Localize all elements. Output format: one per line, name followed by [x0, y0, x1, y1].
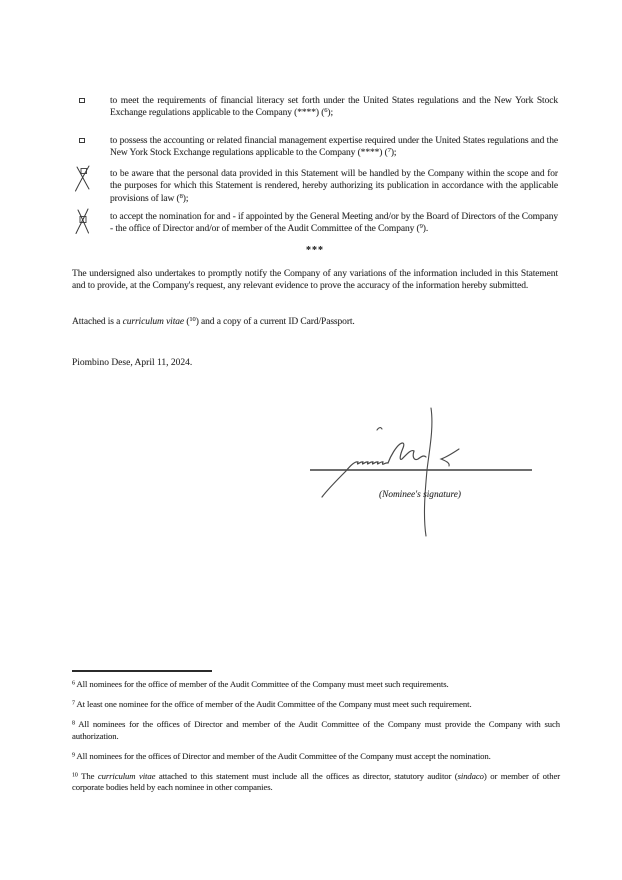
- checklist-item-accept-nomination: [72, 211, 558, 236]
- footnote-text-post: ) or member of other corporate bodies held by each nominee in other companies.: [72, 770, 560, 792]
- stars-separator: ***: [306, 245, 324, 256]
- signature-caption: (Nominee's signature): [379, 490, 461, 500]
- checkbox-x-mark-icon: [73, 165, 93, 192]
- checklist-item-financial-literacy: [72, 95, 558, 120]
- footnote-number: 6: [72, 680, 75, 687]
- item-text-body: to accept the nomination for and - if appointed by the General Meeting and/or by the Board of Directors of the Company - the office of Director and/or of member of the Audit Committee of the Company (: [110, 212, 558, 235]
- curriculum-vitae-italic: curriculum vitae: [97, 770, 156, 781]
- footnote-10: [72, 771, 560, 794]
- sindaco-italic: sindaco: [457, 770, 484, 781]
- footnote-text-mid: attached to this statement must include all the offices as director, statutory auditor (: [155, 770, 458, 781]
- attachment-mid: (: [184, 317, 190, 327]
- checklist-item-financial-expertise: [72, 135, 558, 160]
- footnote-text: All nominees for the offices of Director and member of the Audit Committee of the Company must accept the nomination.: [74, 750, 491, 761]
- checklist-item-personal-data: [72, 168, 558, 205]
- item-text-body: to possess the accounting or related financial management expertise required under the United States regulations and the New York Stock Exchange regulations applicable to the Company (****) (: [110, 136, 558, 159]
- checklist-item-text: [110, 168, 558, 205]
- signature-block: [300, 400, 540, 540]
- footnote-ref: 7: [387, 147, 391, 155]
- curriculum-vitae-italic: curriculum vitae: [122, 317, 185, 327]
- footnote-ref: 10: [189, 316, 196, 323]
- footnote-7: [72, 699, 560, 711]
- footnote-text: At least one nominee for the office of member of the Audit Committee of the Company must meet such requirement.: [74, 699, 472, 709]
- checkbox-x-mark-icon: [73, 208, 93, 235]
- item-text-body: to be aware that the personal data provided in this Statement will be handled by the Company within the scope and for the purposes for which this Statement is rendered, hereby authorizing its publication in accordance with the applicable provisions of law (: [110, 169, 558, 204]
- footnotes-section: [72, 670, 560, 802]
- item-text-body: to meet the requirements of financial literacy set forth under the United States regulations and the New York Stock Exchange regulations applicable to the Company (****) (: [110, 96, 558, 119]
- footnote-9: [72, 751, 560, 763]
- dateline: Piombino Dese, April 11, 2024.: [72, 358, 193, 368]
- checklist-item-text: [110, 95, 558, 120]
- checkbox-unchecked-icon: [79, 138, 85, 143]
- checkbox-cell: [72, 135, 110, 143]
- attachment-paragraph: [72, 316, 558, 328]
- attachment-post: ) and a copy of a current ID Card/Passport.: [195, 317, 355, 327]
- footnote-ref: 6: [324, 107, 328, 115]
- footnote-number: 8: [72, 720, 75, 727]
- footnote-8: [72, 719, 560, 742]
- item-text-tail: );: [390, 148, 397, 159]
- footnote-number: 10: [72, 772, 78, 778]
- footnote-ref: 9: [419, 223, 423, 231]
- footnote-ref: 8: [179, 192, 183, 200]
- checklist-item-text: [110, 211, 558, 236]
- checkbox-cell: [72, 168, 110, 192]
- footnote-text-pre: The: [77, 770, 98, 781]
- footnote-number: 9: [72, 752, 75, 758]
- footnote-text: All nominees for the offices of Director and member of the Audit Committee of the Company must provide the Company with such authorization.: [72, 719, 560, 741]
- item-text-tail: );: [327, 108, 334, 119]
- footnote-6: [72, 679, 560, 691]
- checkbox-unchecked-icon: [79, 98, 85, 103]
- item-text-tail: ).: [422, 224, 429, 235]
- item-text-tail: );: [182, 193, 189, 204]
- undertaking-paragraph: The undersigned also undertakes to promptly notify the Company of any variations of the information included in this Statement and to provide, at the Company's request, any relevant evidence to prove the accuracy of the information hereby submitted.: [72, 269, 558, 292]
- checkbox-cell: [72, 95, 110, 103]
- footnote-text: All nominees for the office of member of the Audit Committee of the Company must meet such requirements.: [74, 679, 449, 689]
- footnote-separator-rule: [72, 670, 212, 672]
- footnote-number: 7: [72, 700, 75, 707]
- attachment-pre: Attached is a: [72, 317, 123, 327]
- checklist-item-text: [110, 135, 558, 160]
- checkbox-cell: [72, 211, 110, 235]
- handwritten-signature-icon: [300, 400, 540, 540]
